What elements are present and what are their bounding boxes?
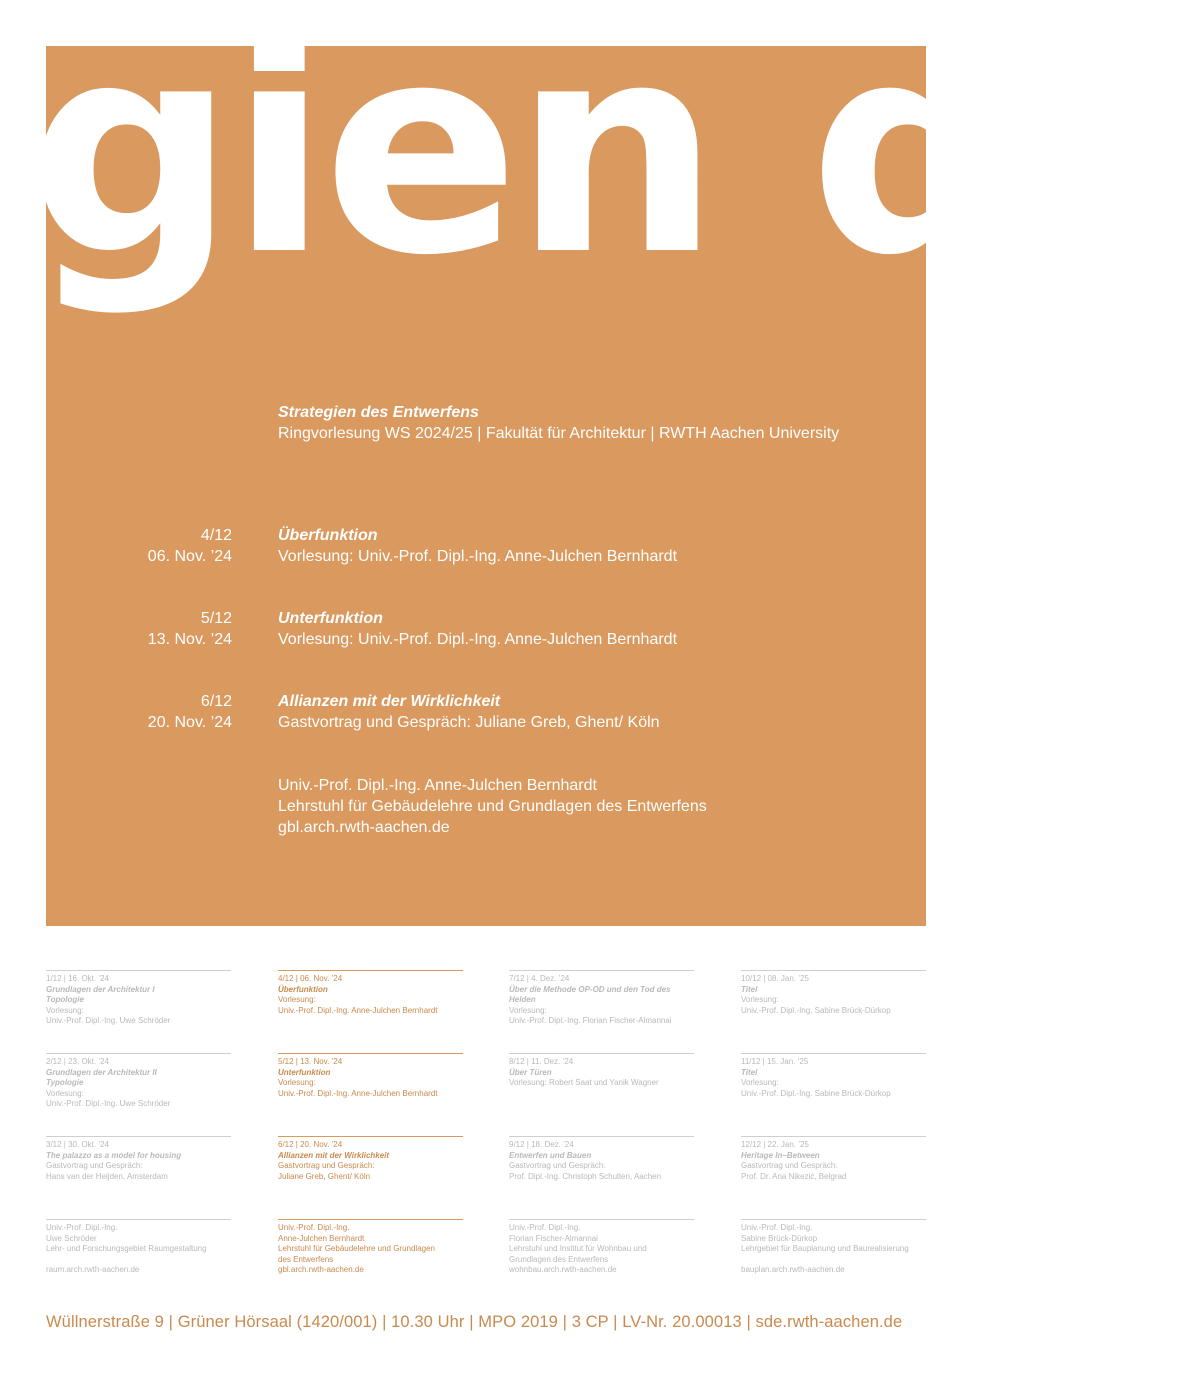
cell-head: 8/12 | 11. Dez. ’24 <box>509 1057 574 1066</box>
series-title: Strategien des Entwerfens <box>278 404 479 421</box>
chair-cell <box>741 1219 926 1276</box>
contact-website: gbl.arch.rwth-aachen.de <box>278 819 450 836</box>
lecture-date: 13. Nov. ’24 <box>147 631 232 648</box>
cell-line: Juliane Greb, Ghent/ Köln <box>278 1171 371 1181</box>
schedule-cell <box>46 1053 231 1110</box>
lecture-title: Überfunktion <box>278 527 378 544</box>
cell-head: Univ.-Prof. Dipl.-Ing. <box>278 1223 350 1232</box>
cell-line: Univ.-Prof. Dipl.-Ing. Florian Fischer-Almannai <box>509 1016 672 1025</box>
cell-line: Prof. Dipl.-Ing. Christoph Schulten, Aachen <box>509 1171 662 1181</box>
cell-line: Vorlesung: <box>741 995 779 1004</box>
cell-line: Sabine Brück-Dürkop <box>741 1233 818 1243</box>
series-intro <box>278 402 839 444</box>
schedule-cell <box>278 1053 463 1099</box>
cell-head: 5/12 | 13. Nov. ’24 <box>278 1057 343 1066</box>
cell-title: Über die Methode OP-OD und den Tod des <box>509 984 671 994</box>
cell-line: Univ.-Prof. Dipl.-Ing. Anne-Julchen Bernhardt <box>278 1005 438 1015</box>
cell-line: Univ.-Prof. Dipl.-Ing. Uwe Schröder <box>46 1099 171 1108</box>
schedule-cell <box>509 970 694 1027</box>
cell-head: 1/12 | 16. Okt. ’24 <box>46 974 110 983</box>
cell-website: bauplan.arch.rwth-aachen.de <box>741 1265 845 1274</box>
cell-title: Grundlagen der Architektur II <box>46 1067 157 1077</box>
schedule-cell <box>509 1053 694 1089</box>
lecture-description: Gastvortrag und Gespräch: Juliane Greb, Ghent/ Köln <box>278 714 660 731</box>
cell-line: Grundlagen des Entwerfens <box>509 1254 609 1264</box>
schedule-cell <box>741 1053 926 1099</box>
cell-title: Unterfunktion <box>278 1067 331 1077</box>
cell-line: Gastvortrag und Gespräch: <box>741 1161 838 1170</box>
lecture-date: 06. Nov. ’24 <box>147 548 232 565</box>
cell-line: Vorlesung: <box>278 995 316 1004</box>
cell-line: Vorlesung: <box>46 1005 84 1015</box>
cell-title-2: Helden <box>509 995 536 1004</box>
cell-line: Anne-Julchen Bernhardt <box>278 1233 365 1243</box>
cell-line: Vorlesung: <box>509 1005 547 1015</box>
cell-line: Univ.-Prof. Dipl.-Ing. Sabine Brück-Dürkop <box>741 1088 891 1098</box>
cell-line: Lehr- und Forschungsgebiet Raumgestaltung <box>46 1244 207 1253</box>
lecture-date: 20. Nov. ’24 <box>147 714 232 731</box>
chair-cell <box>46 1219 231 1276</box>
cell-line: Vorlesung: Robert Saat und Yanik Wagner <box>509 1078 659 1087</box>
cell-line: Prof. Dr. Ana Nikezić, Belgrad <box>741 1171 847 1181</box>
lecture-number: 6/12 <box>200 693 232 710</box>
lecture-title: Unterfunktion <box>278 610 383 627</box>
schedule-cell <box>509 1136 694 1182</box>
cell-line: Florian Fischer-Almannai <box>509 1233 598 1243</box>
cell-head: 9/12 | 18. Dez. ’24 <box>509 1140 574 1149</box>
cell-line: Vorlesung: <box>46 1088 84 1098</box>
cell-line <box>741 1255 926 1266</box>
cell-title: Grundlagen der Architektur I <box>46 984 155 994</box>
cell-line: Univ.-Prof. Dipl.-Ing. Uwe Schröder <box>46 1016 171 1025</box>
cell-head: Univ.-Prof. Dipl.-Ing. <box>509 1223 581 1232</box>
chair-contact <box>278 775 707 838</box>
cell-line: Gastvortrag und Gespräch: <box>278 1161 375 1170</box>
cell-title: Titel <box>741 1067 758 1077</box>
cell-title: Titel <box>741 984 758 994</box>
cell-title-2: Typologie <box>46 1078 84 1087</box>
series-subtitle: Ringvorlesung WS 2024/25 | Fakultät für Architektur | RWTH Aachen University <box>278 425 840 442</box>
cell-head: 3/12 | 30. Okt. ’24 <box>46 1140 110 1149</box>
cell-line: des Entwerfens <box>278 1254 334 1264</box>
cell-website: wohnbau.arch.rwth-aachen.de <box>509 1265 617 1274</box>
cell-head: 2/12 | 23. Okt. ’24 <box>46 1057 110 1066</box>
lecture-number: 4/12 <box>200 527 232 544</box>
cell-head: 11/12 | 15. Jan. ’25 <box>741 1057 809 1066</box>
lecture-number: 5/12 <box>200 610 232 627</box>
cell-website: gbl.arch.rwth-aachen.de <box>278 1265 364 1274</box>
cell-line: Vorlesung: <box>741 1078 779 1087</box>
schedule-cell <box>278 1136 463 1182</box>
schedule-cell <box>46 970 231 1027</box>
chair-cell <box>278 1219 463 1276</box>
lecture-description: Vorlesung: Univ.-Prof. Dipl.-Ing. Anne-Julchen Bernhardt <box>278 548 678 565</box>
cell-line: Hans van der Heijden, Amsterdam <box>46 1171 168 1181</box>
contact-name: Univ.-Prof. Dipl.-Ing. Anne-Julchen Bernhardt <box>278 777 597 794</box>
contact-chair: Lehrstuhl für Gebäudelehre und Grundlagen des Entwerfens <box>278 798 707 815</box>
cell-title: Entwerfen und Bauen <box>509 1150 592 1160</box>
cell-head: 10/12 | 08. Jan. ’25 <box>741 974 809 983</box>
cell-line: Vorlesung: <box>278 1078 316 1087</box>
cell-line: Lehrgebiet für Bauplanung und Baurealisierung <box>741 1244 909 1253</box>
cell-head: 12/12 | 22. Jan. ’25 <box>741 1140 809 1149</box>
cell-line: Univ.-Prof. Dipl.-Ing. Sabine Brück-Dürkop <box>741 1005 891 1015</box>
lecture-title: Allianzen mit der Wirklichkeit <box>278 693 501 710</box>
cell-line: Gastvortrag und Gespräch: <box>509 1161 606 1170</box>
cell-head: Univ.-Prof. Dipl.-Ing. <box>741 1223 813 1232</box>
schedule-cell <box>741 970 926 1016</box>
cell-head: 6/12 | 20. Nov. ’24 <box>278 1140 343 1149</box>
cell-line: Univ.-Prof. Dipl.-Ing. Anne-Julchen Bernhardt <box>278 1088 438 1098</box>
cell-website: raum.arch.rwth-aachen.de <box>46 1265 140 1274</box>
cell-title: Überfunktion <box>278 984 328 994</box>
schedule-cell <box>278 970 463 1016</box>
schedule-cell <box>741 1136 926 1182</box>
cell-head: 7/12 | 4. Dez. ’24 <box>509 974 570 983</box>
cell-title: Heritage In–Between <box>741 1150 820 1160</box>
schedule-cell <box>46 1136 231 1182</box>
cell-line <box>46 1255 231 1266</box>
cell-line: Gastvortrag und Gespräch: <box>46 1161 143 1170</box>
lecture-description: Vorlesung: Univ.-Prof. Dipl.-Ing. Anne-Julchen Bernhardt <box>278 631 678 648</box>
poster-panel <box>28 0 1201 926</box>
cell-title: Allianzen mit der Wirklichkeit <box>278 1150 390 1160</box>
headline-fragment: gien de <box>28 0 1201 319</box>
cell-line: Lehrstuhl für Gebäudelehre und Grundlagen <box>278 1244 435 1253</box>
chair-cell <box>509 1219 694 1276</box>
cell-head: Univ.-Prof. Dipl.-Ing. <box>46 1223 118 1232</box>
cell-title: Über Türen <box>509 1067 552 1077</box>
cell-title: The palazzo as a model for housing <box>46 1150 182 1160</box>
cell-line: Lehrstuhl und Institut für Wohnbau und <box>509 1244 647 1253</box>
venue-footer: Wüllnerstraße 9 | Grüner Hörsaal (1420/001) | 10.30 Uhr | MPO 2019 | 3 CP | LV-Nr. 20.00013 | sde.rwth-aachen.de <box>46 1313 903 1331</box>
cell-title-2: Topologie <box>46 995 84 1004</box>
cell-head: 4/12 | 06. Nov. ’24 <box>278 974 343 983</box>
cell-line: Uwe Schröder <box>46 1233 97 1243</box>
